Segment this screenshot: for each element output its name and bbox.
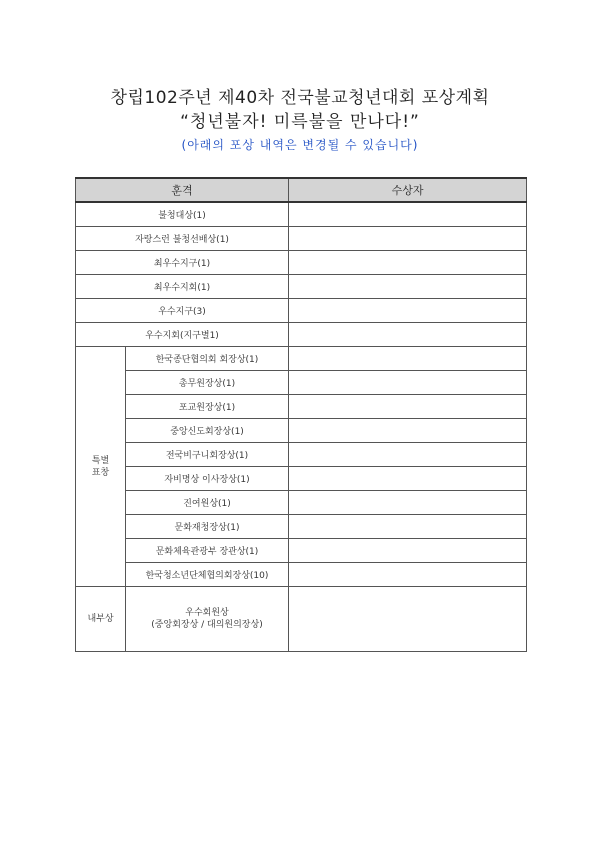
recipient-cell[interactable]	[289, 539, 527, 563]
recipient-cell[interactable]	[289, 227, 527, 251]
internal-award-line2: (중앙회장상 / 대의원의장상)	[151, 620, 263, 630]
award-cell: 포교원장상(1)	[126, 395, 289, 419]
recipient-cell[interactable]	[289, 515, 527, 539]
award-cell: 불청대상(1)	[76, 202, 289, 227]
table-row	[76, 539, 527, 563]
recipient-cell[interactable]	[289, 299, 527, 323]
award-cell: 진여원상(1)	[126, 491, 289, 515]
award-plan-table	[75, 177, 527, 652]
award-cell: 우수지구(3)	[76, 299, 289, 323]
award-cell: 자랑스런 불청선배상(1)	[76, 227, 289, 251]
recipient-cell[interactable]	[289, 587, 527, 652]
table-row	[76, 467, 527, 491]
recipient-cell[interactable]	[289, 563, 527, 587]
award-cell: 한국청소년단체협의회장상(10)	[126, 563, 289, 587]
table-row	[76, 419, 527, 443]
recipient-cell[interactable]	[289, 419, 527, 443]
recipient-cell[interactable]	[289, 371, 527, 395]
award-cell: 문화체육관광부 장관상(1)	[126, 539, 289, 563]
recipient-cell[interactable]	[289, 347, 527, 371]
page-title: 창립102주년 제40차 전국불교청년대회 포상계획	[110, 88, 490, 108]
award-cell: 전국비구니회장상(1)	[126, 443, 289, 467]
table-row	[76, 443, 527, 467]
award-cell: 중앙신도회장상(1)	[126, 419, 289, 443]
recipient-cell[interactable]	[289, 323, 527, 347]
table-row	[76, 563, 527, 587]
internal-category-cell: 내부상	[76, 587, 126, 652]
table-header-row	[76, 178, 527, 202]
special-category-cell	[76, 347, 126, 587]
table-row	[76, 202, 527, 227]
recipient-cell[interactable]	[289, 491, 527, 515]
table-row	[76, 227, 527, 251]
change-notice: (아래의 포상 내역은 변경될 수 있습니다)	[181, 138, 419, 152]
recipient-cell[interactable]	[289, 443, 527, 467]
internal-award-line1: 우수회원상	[185, 608, 229, 618]
table-row	[76, 251, 527, 275]
recipient-cell[interactable]	[289, 395, 527, 419]
table-row	[76, 275, 527, 299]
award-cell: 최우수지회(1)	[76, 275, 289, 299]
award-cell: 자비명상 이사장상(1)	[126, 467, 289, 491]
table-row	[76, 395, 527, 419]
special-category-label: 특별 표창	[91, 455, 110, 478]
page-subtitle: “청년불자! 미륵불을 만나다!”	[180, 112, 420, 132]
internal-award-cell	[126, 587, 289, 652]
table-row	[76, 299, 527, 323]
award-cell: 최우수지구(1)	[76, 251, 289, 275]
award-cell: 우수지회(지구별1)	[76, 323, 289, 347]
header-award: 훈격	[76, 178, 289, 202]
table-row	[76, 491, 527, 515]
table-row	[76, 587, 527, 652]
header-recipient: 수상자	[289, 178, 527, 202]
recipient-cell[interactable]	[289, 251, 527, 275]
award-cell: 총무원장상(1)	[126, 371, 289, 395]
recipient-cell[interactable]	[289, 202, 527, 227]
table-row	[76, 347, 527, 371]
award-cell: 문화재청장상(1)	[126, 515, 289, 539]
table-row	[76, 515, 527, 539]
table-row	[76, 323, 527, 347]
recipient-cell[interactable]	[289, 467, 527, 491]
table-row	[76, 371, 527, 395]
recipient-cell[interactable]	[289, 275, 527, 299]
award-cell: 한국종단협의회 회장상(1)	[126, 347, 289, 371]
